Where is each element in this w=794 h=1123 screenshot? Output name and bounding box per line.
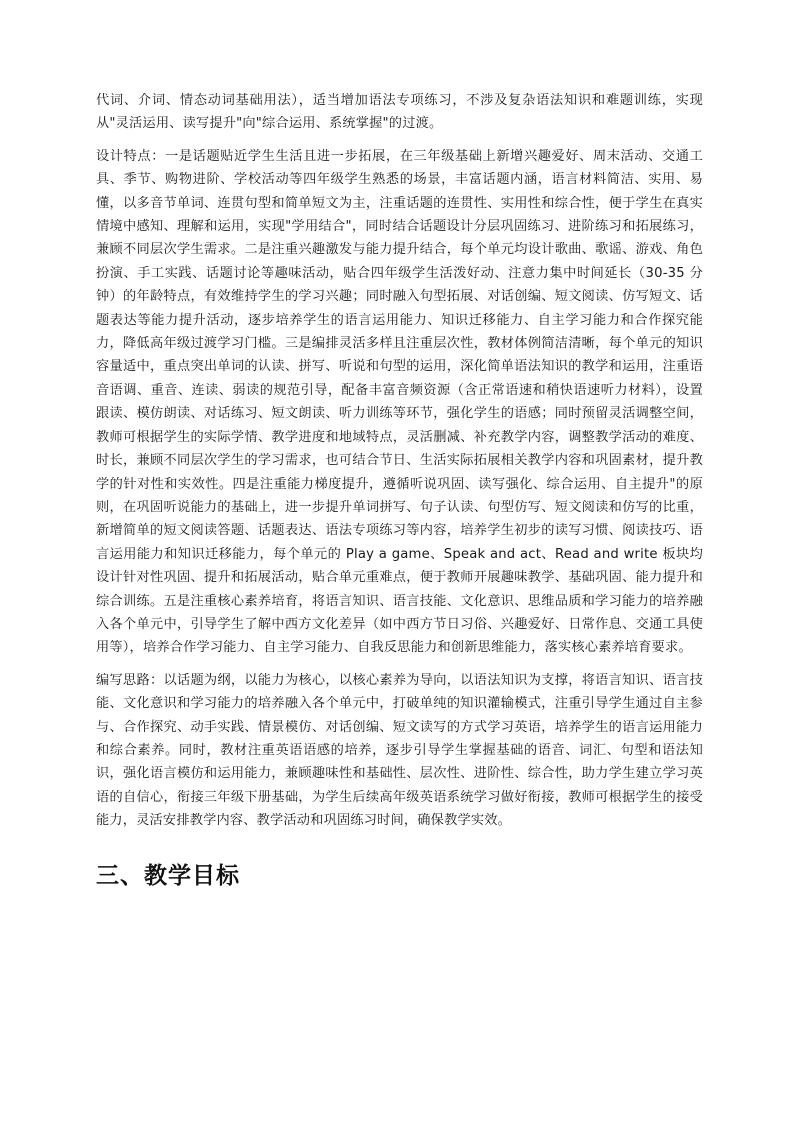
document-page (96, 89, 703, 893)
paragraph-design-features: 设计特点：一是话题贴近学生生活且进一步拓展，在三年级基础上新增兴趣爱好、周末活动、交通工具、季节、购物进阶、学校活动等四年级学生熟悉的场景，丰富话题内涵，语言材料简洁、实用、易懂，以多音节单词、连贯句型和简单短文为主，注重话题的连贯性、实用性和综合性，便于学生在真实情境中感知、理解和运用，实现"学用结合"，同时结合话题设计分层巩固练习、进阶练习和拓展练习，兼顾不同层次学生需求。二是注重兴趣激发与能力提升结合，每个单元均设计歌曲、歌谣、游戏、角色扮演、手工实践、话题讨论等趣味活动，贴合四年级学生活泼好动、注意力集中时间延长（30-35 分钟）的年龄特点，有效维持学生的学习兴趣；同时融入句型拓展、对话创编、短文阅读、仿写短文、话题表达等能力提升活动，逐步培养学生的语言运用能力、知识迁移能力、自主学习能力和合作探究能力，降低高年级过渡学习门槛。三是编排灵活多样且注重层次性，教材体例简洁清晰，每个单元的知识容量适中，重点突出单词的认读、拼写、听说和句型的运用，深化简单语法知识的教学和运用，注重语音语调、重音、连读、弱读的规范引导，配备丰富音频资源（含正常语速和稍快语速听力材料），设置跟读、模仿朗读、对话练习、短文朗读、听力训练等环节，强化学生的语感；同时预留灵活调整空间，教师可根据学生的实际学情、教学进度和地域特点，灵活删减、补充教学内容，调整教学活动的难度、时长，兼顾不同层次学生的学习需求，也可结合节日、生活实际拓展相关教学内容和巩固素材，提升教学的针对性和实效性。四是注重能力梯度提升，遵循听说巩固、读写强化、综合运用、自主提升"的原则，在巩固听说能力的基础上，进一步提升单词拼写、句子认读、句型仿写、短文阅读和仿写的比重，新增简单的短文阅读答题、话题表达、语法专项练习等内容，培养学生初步的读写习惯、阅读技巧、语言运用能力和知识迁移能力，每个单元的 Play a game、Speak and act、Read and write 板块均设计针对性巩固、提升和拓展活动，贴合单元重难点，便于教师开展趣味教学、基础巩固、能力提升和综合训练。五是注重核心素养培育，将语言知识、语言技能、文化意识、思维品质和学习能力的培养融入各个单元中，引导学生了解中西方文化差异（如中西方节日习俗、兴趣爱好、日常作息、交通工具使用等），培养合作学习能力、自主学习能力、自我反思能力和创新思维能力，落实核心素养培育要求。 (96, 148, 703, 656)
paragraph-writing-approach: 编写思路：以话题为纲，以能力为核心，以核心素养为导向，以语法知识为支撑，将语言知识、语言技能、文化意识和学习能力的培养融入各个单元中，打破单纯的知识灌输模式，注重引导学生通过自主参与、合作探究、动手实践、情景模仿、对话创编、短文读写的方式学习英语，培养学生的语言运用能力和综合素养。同时，教材注重英语语感的培养，逐步引导学生掌握基础的语音、词汇、句型和语法知识，强化语言模仿和运用能力，兼顾趣味性和基础性、层次性、进阶性、综合性，助力学生建立学习英语的自信心，衔接三年级下册基础，为学生后续高年级英语系统学习做好衔接，教师可根据学生的接受能力，灵活安排教学内容、教学活动和巩固练习时间，确保教学实效。 (96, 672, 703, 829)
paragraph-grammar-intro: 代词、介词、情态动词基础用法），适当增加语法专项练习，不涉及复杂语法知识和难题训练，实现从"灵活运用、读写提升"向"综合运用、系统掌握"的过渡。 (96, 93, 703, 132)
section-heading-teaching-goals: 三、教学目标 (96, 862, 240, 889)
